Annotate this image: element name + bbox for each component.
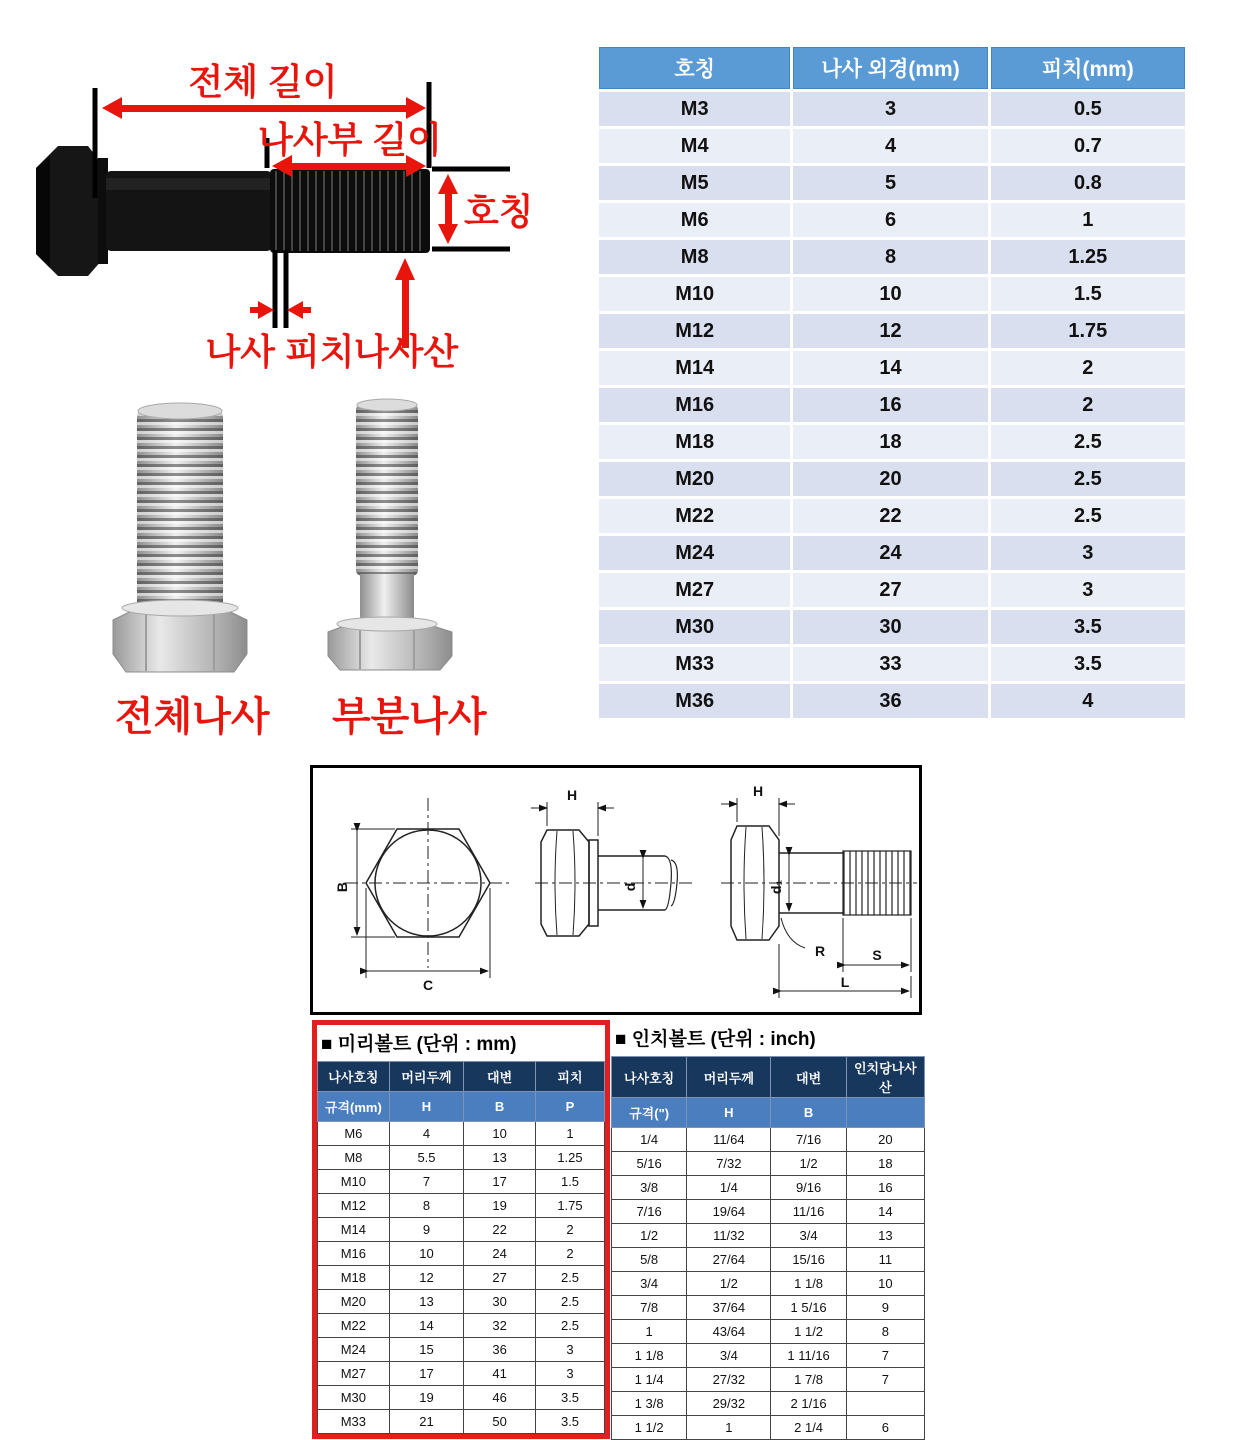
table-cell: 2 xyxy=(535,1242,604,1266)
thread-pitch-label: 나사 피치 xyxy=(205,331,355,372)
table-cell: M33 xyxy=(318,1410,390,1434)
table-cell: 24 xyxy=(464,1242,536,1266)
table-cell: 12 xyxy=(793,314,987,348)
table-cell: 0.7 xyxy=(991,129,1185,163)
table-row xyxy=(318,1194,605,1218)
table-cell: 1 7/8 xyxy=(771,1368,846,1392)
metric-subcol-size: 규격(mm) xyxy=(318,1092,390,1122)
inch-header-row-1 xyxy=(612,1057,925,1098)
inch-table-title: ■ 인치볼트 (단위 : inch) xyxy=(615,1029,816,1050)
table-cell: 22 xyxy=(464,1218,536,1242)
inch-col-threads-per-inch: 인치당나사산 xyxy=(846,1057,924,1098)
table-cell: 11/16 xyxy=(771,1200,846,1224)
table-cell: 3/8 xyxy=(612,1176,687,1200)
table-row xyxy=(318,1290,605,1314)
table-cell: 30 xyxy=(793,610,987,644)
table-cell: 0.8 xyxy=(991,166,1185,200)
table-cell: 1.5 xyxy=(991,277,1185,311)
table-cell: 1.5 xyxy=(535,1170,604,1194)
metric-bolt-table-block xyxy=(312,1020,610,1439)
table-cell: 41 xyxy=(464,1362,536,1386)
table-row xyxy=(612,1344,925,1368)
table-row xyxy=(599,684,1185,718)
table-cell: 2.5 xyxy=(535,1266,604,1290)
nominal-diameter-label: 호칭 xyxy=(464,191,534,232)
table-cell: M10 xyxy=(599,277,790,311)
table-cell: M8 xyxy=(318,1146,390,1170)
table-cell: 9 xyxy=(389,1218,463,1242)
table-cell: M24 xyxy=(599,536,790,570)
spec-table-header-row xyxy=(599,47,1185,89)
table-cell: 8 xyxy=(793,240,987,274)
bolt-spec-table xyxy=(596,44,1188,721)
inch-col-head-height: 머리두께 xyxy=(687,1057,771,1098)
table-row xyxy=(612,1200,925,1224)
table-cell: 9 xyxy=(846,1296,924,1320)
table-row xyxy=(599,388,1185,422)
table-cell: 1.75 xyxy=(535,1194,604,1218)
table-cell: 1 xyxy=(991,203,1185,237)
table-cell: 9/16 xyxy=(771,1176,846,1200)
full-thread-label: 전체나사 xyxy=(115,695,270,739)
bolt-photos-image xyxy=(60,392,540,682)
table-cell: 1/2 xyxy=(771,1152,846,1176)
table-cell: M22 xyxy=(599,499,790,533)
spec-col-outer-dia: 나사 외경(mm) xyxy=(793,47,987,89)
table-cell: M18 xyxy=(318,1266,390,1290)
table-row xyxy=(318,1314,605,1338)
table-cell: 4 xyxy=(793,129,987,163)
table-cell: M3 xyxy=(599,92,790,126)
table-cell: 13 xyxy=(389,1290,463,1314)
table-cell: 5 xyxy=(793,166,987,200)
table-row xyxy=(612,1368,925,1392)
table-cell: 15/16 xyxy=(771,1248,846,1272)
table-cell: 3/4 xyxy=(771,1224,846,1248)
table-cell: 1 1/4 xyxy=(612,1368,687,1392)
dim-d-label: d xyxy=(622,882,638,892)
table-cell: 18 xyxy=(846,1152,924,1176)
metric-header-row-2 xyxy=(318,1092,605,1122)
table-cell: M16 xyxy=(599,388,790,422)
table-cell: 1/2 xyxy=(612,1224,687,1248)
metric-header-row-1 xyxy=(318,1062,605,1092)
table-cell: 17 xyxy=(464,1170,536,1194)
table-cell: 3/4 xyxy=(612,1272,687,1296)
table-cell: M20 xyxy=(318,1290,390,1314)
table-cell: 3 xyxy=(535,1338,604,1362)
table-cell: 20 xyxy=(846,1128,924,1152)
table-cell: M14 xyxy=(599,351,790,385)
table-cell: 6 xyxy=(793,203,987,237)
table-row xyxy=(612,1224,925,1248)
table-cell: 1 1/2 xyxy=(771,1320,846,1344)
inch-subcol-b: B xyxy=(771,1098,846,1128)
table-cell: 2 1/4 xyxy=(771,1416,846,1440)
table-cell: 4 xyxy=(389,1122,463,1146)
table-cell: 3.5 xyxy=(991,647,1185,681)
table-cell: 4 xyxy=(991,684,1185,718)
table-cell: M30 xyxy=(318,1386,390,1410)
table-cell: M14 xyxy=(318,1218,390,1242)
table-cell: 19 xyxy=(464,1194,536,1218)
table-cell: 2.5 xyxy=(535,1314,604,1338)
table-cell: 2.5 xyxy=(991,499,1185,533)
table-cell: 2.5 xyxy=(991,425,1185,459)
table-cell: 1.25 xyxy=(991,240,1185,274)
table-cell: 3/4 xyxy=(687,1344,771,1368)
dim-d1-label: d₁ xyxy=(768,879,784,895)
table-row xyxy=(599,573,1185,607)
table-cell: 14 xyxy=(846,1200,924,1224)
table-cell: 3 xyxy=(793,92,987,126)
table-row xyxy=(318,1170,605,1194)
table-cell: M22 xyxy=(318,1314,390,1338)
table-cell: 33 xyxy=(793,647,987,681)
table-row xyxy=(599,277,1185,311)
table-cell: 27/64 xyxy=(687,1248,771,1272)
table-row xyxy=(612,1296,925,1320)
table-cell: 2.5 xyxy=(535,1290,604,1314)
annotated-bolt-diagram xyxy=(28,38,588,373)
table-cell: 21 xyxy=(389,1410,463,1434)
table-cell: M12 xyxy=(599,314,790,348)
table-cell: M20 xyxy=(599,462,790,496)
table-row xyxy=(612,1248,925,1272)
partial-thread-bolt xyxy=(328,399,452,670)
table-cell: 14 xyxy=(389,1314,463,1338)
table-cell: 1.25 xyxy=(535,1146,604,1170)
table-cell: 1 xyxy=(687,1416,771,1440)
table-row xyxy=(318,1218,605,1242)
metric-subcol-b: B xyxy=(464,1092,536,1122)
table-cell: 10 xyxy=(793,277,987,311)
table-row xyxy=(599,129,1185,163)
table-cell: 12 xyxy=(389,1266,463,1290)
table-cell: 1 11/16 xyxy=(771,1344,846,1368)
technical-drawing-box xyxy=(310,765,922,1015)
table-cell: 46 xyxy=(464,1386,536,1410)
table-cell: 11/32 xyxy=(687,1224,771,1248)
table-cell: 29/32 xyxy=(687,1392,771,1416)
spec-col-name: 호칭 xyxy=(599,47,790,89)
table-cell: 27/32 xyxy=(687,1368,771,1392)
table-cell: M16 xyxy=(318,1242,390,1266)
table-cell: 13 xyxy=(464,1146,536,1170)
table-row xyxy=(599,425,1185,459)
metric-col-head-height: 머리두께 xyxy=(389,1062,463,1092)
table-cell: 15 xyxy=(389,1338,463,1362)
table-cell: 14 xyxy=(793,351,987,385)
table-cell: 5.5 xyxy=(389,1146,463,1170)
table-cell: 3 xyxy=(991,536,1185,570)
table-cell: 24 xyxy=(793,536,987,570)
table-cell: 2 xyxy=(991,388,1185,422)
metric-col-pitch: 피치 xyxy=(535,1062,604,1092)
inch-col-width-across-flats: 대변 xyxy=(771,1057,846,1098)
table-cell: 2 1/16 xyxy=(771,1392,846,1416)
table-row xyxy=(599,610,1185,644)
thread-crest-label: 나사산 xyxy=(353,331,459,372)
table-cell: 36 xyxy=(464,1338,536,1362)
table-cell: 3 xyxy=(535,1362,604,1386)
table-cell: 37/64 xyxy=(687,1296,771,1320)
table-cell: 2 xyxy=(991,351,1185,385)
table-row xyxy=(612,1176,925,1200)
table-cell: 3 xyxy=(991,573,1185,607)
table-cell: 43/64 xyxy=(687,1320,771,1344)
table-cell: 5/8 xyxy=(612,1248,687,1272)
table-cell: 3.5 xyxy=(535,1386,604,1410)
table-row xyxy=(599,203,1185,237)
technical-drawing xyxy=(313,768,919,1012)
metric-subcol-p: P xyxy=(535,1092,604,1122)
table-cell: 3.5 xyxy=(535,1410,604,1434)
inch-subcol-size: 규격(") xyxy=(612,1098,687,1128)
bolt-photos xyxy=(60,392,540,737)
table-row xyxy=(599,166,1185,200)
table-cell: M27 xyxy=(599,573,790,607)
dim-h2-label: H xyxy=(752,783,764,799)
inch-subcol-blank xyxy=(846,1098,924,1128)
thread-length-label: 나사부 길이 xyxy=(258,119,442,160)
inch-header-row-2 xyxy=(612,1098,925,1128)
table-cell: 19/64 xyxy=(687,1200,771,1224)
table-cell: 11 xyxy=(846,1248,924,1272)
table-cell: 36 xyxy=(793,684,987,718)
total-length-label: 전체 길이 xyxy=(188,61,338,102)
table-row xyxy=(612,1272,925,1296)
table-row xyxy=(318,1338,605,1362)
table-row xyxy=(318,1386,605,1410)
table-cell: 17 xyxy=(389,1362,463,1386)
table-cell: 1 3/8 xyxy=(612,1392,687,1416)
table-cell: 10 xyxy=(846,1272,924,1296)
table-row xyxy=(318,1122,605,1146)
table-row xyxy=(599,240,1185,274)
spec-col-pitch: 피치(mm) xyxy=(991,47,1185,89)
table-cell: 3.5 xyxy=(991,610,1185,644)
table-cell: M5 xyxy=(599,166,790,200)
table-cell: 1/4 xyxy=(612,1128,687,1152)
table-cell: 30 xyxy=(464,1290,536,1314)
table-cell: 7/16 xyxy=(612,1200,687,1224)
table-row xyxy=(599,462,1185,496)
table-cell: 2.5 xyxy=(991,462,1185,496)
dim-b-label: B xyxy=(334,881,350,893)
table-cell: M36 xyxy=(599,684,790,718)
table-cell: M6 xyxy=(318,1122,390,1146)
table-cell: 32 xyxy=(464,1314,536,1338)
table-cell: 10 xyxy=(389,1242,463,1266)
table-cell: 22 xyxy=(793,499,987,533)
table-row xyxy=(318,1146,605,1170)
table-cell: 19 xyxy=(389,1386,463,1410)
dim-l-label: L xyxy=(840,974,850,990)
table-cell: 8 xyxy=(389,1194,463,1218)
table-row xyxy=(599,647,1185,681)
table-cell: 1 1/8 xyxy=(612,1344,687,1368)
dim-c-label: C xyxy=(422,977,434,993)
inch-subcol-h: H xyxy=(687,1098,771,1128)
metric-col-width-across-flats: 대변 xyxy=(464,1062,536,1092)
table-cell: 27 xyxy=(793,573,987,607)
table-cell: 7 xyxy=(846,1344,924,1368)
inch-col-name: 나사호칭 xyxy=(612,1057,687,1098)
table-cell: 1 xyxy=(535,1122,604,1146)
table-cell: 6 xyxy=(846,1416,924,1440)
table-cell: 0.5 xyxy=(991,92,1185,126)
table-cell: M4 xyxy=(599,129,790,163)
inch-bolt-table-block xyxy=(611,1020,925,1440)
table-cell: 16 xyxy=(846,1176,924,1200)
table-cell: M18 xyxy=(599,425,790,459)
table-cell: 7/16 xyxy=(771,1128,846,1152)
table-row xyxy=(599,314,1185,348)
table-row xyxy=(599,92,1185,126)
table-cell: 11/64 xyxy=(687,1128,771,1152)
table-row xyxy=(318,1242,605,1266)
table-cell: M8 xyxy=(599,240,790,274)
table-cell: M24 xyxy=(318,1338,390,1362)
inch-bolt-table xyxy=(611,1056,925,1440)
metric-col-name: 나사호칭 xyxy=(318,1062,390,1092)
table-row xyxy=(599,536,1185,570)
table-cell: M6 xyxy=(599,203,790,237)
partial-thread-label: 부분나사 xyxy=(332,695,487,739)
table-row xyxy=(318,1410,605,1434)
table-cell: 1 xyxy=(612,1320,687,1344)
table-cell: 13 xyxy=(846,1224,924,1248)
table-cell: M27 xyxy=(318,1362,390,1386)
table-cell xyxy=(846,1392,924,1416)
table-row xyxy=(612,1152,925,1176)
dim-h-label: H xyxy=(566,787,578,803)
table-row xyxy=(318,1362,605,1386)
table-cell: 7/8 xyxy=(612,1296,687,1320)
table-cell: 1 1/8 xyxy=(771,1272,846,1296)
table-row xyxy=(599,499,1185,533)
table-cell: 7 xyxy=(389,1170,463,1194)
table-cell: 1 5/16 xyxy=(771,1296,846,1320)
table-cell: 16 xyxy=(793,388,987,422)
table-cell: M33 xyxy=(599,647,790,681)
table-cell: M30 xyxy=(599,610,790,644)
dim-s-label: S xyxy=(872,947,882,963)
table-cell: 1/4 xyxy=(687,1176,771,1200)
table-cell: 20 xyxy=(793,462,987,496)
table-cell: 5/16 xyxy=(612,1152,687,1176)
table-row xyxy=(612,1416,925,1440)
table-row xyxy=(318,1266,605,1290)
table-row xyxy=(612,1392,925,1416)
table-row xyxy=(612,1320,925,1344)
table-row xyxy=(599,351,1185,385)
dim-r-label: R xyxy=(815,943,826,959)
table-cell: 1.75 xyxy=(991,314,1185,348)
table-cell: 18 xyxy=(793,425,987,459)
table-cell: 2 xyxy=(535,1218,604,1242)
table-row xyxy=(612,1128,925,1152)
table-cell: M12 xyxy=(318,1194,390,1218)
full-thread-bolt xyxy=(113,403,247,672)
table-cell: 8 xyxy=(846,1320,924,1344)
metric-bolt-table xyxy=(317,1061,605,1434)
table-cell: 10 xyxy=(464,1122,536,1146)
table-cell: M10 xyxy=(318,1170,390,1194)
table-cell: 50 xyxy=(464,1410,536,1434)
metric-table-title: ■ 미리볼트 (단위 : mm) xyxy=(321,1034,517,1055)
table-cell: 1 1/2 xyxy=(612,1416,687,1440)
table-cell: 7/32 xyxy=(687,1152,771,1176)
table-cell: 27 xyxy=(464,1266,536,1290)
table-cell: 1/2 xyxy=(687,1272,771,1296)
metric-subcol-h: H xyxy=(389,1092,463,1122)
table-cell: 7 xyxy=(846,1368,924,1392)
